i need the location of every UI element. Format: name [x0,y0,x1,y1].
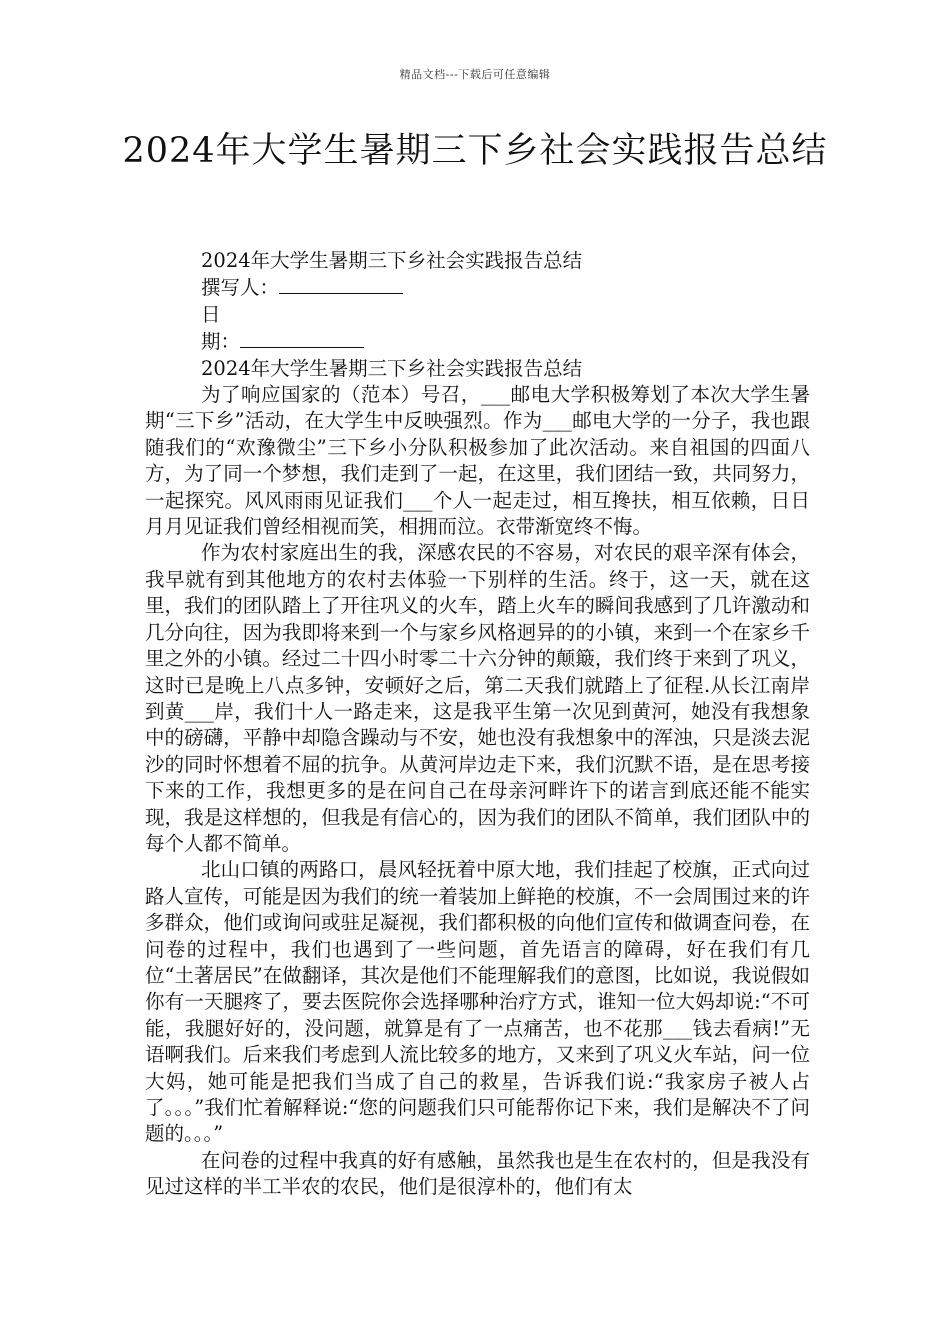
date-label: 期： [201,330,241,354]
author-line [145,274,810,301]
subtitle: 2024年大学生暑期三下乡社会实践报告总结 [201,249,583,272]
author-label: 撰写人： [201,276,280,300]
document-body [145,248,810,1201]
paragraph-2: 作为农村家庭出生的我，深感农民的不容易，对农民的艰辛深有体会，我早就有到其他地方的农村去体验一下别样的生活。终于，这一天，就在这里，我们的团队踏上了开往巩义的火车，踏上火车的瞬间我感到了几许激动和几分向往，因为我即将来到一个与家乡风格迥异的的小镇，来到一个在家乡千里之外的小镇。经过二十四小时零二十六分钟的颠簸，我们终于来到了巩义，这时已是晚上八点多钟，安顿好之后，第二天我们就踏上了征程.从长江南岸到黄___岸，我们十人一路走来，这是我平生第一次见到黄河，她没有我想象中的磅礴，平静中却隐含躁动与不安，她也没有我想象中的浑浊，只是淡去泥沙的同时怀想着不屈的抗争。从黄河岸边走下来，我们沉默不语，是在思考接下来的工作，我想更多的是在问自己在母亲河畔许下的诺言到底还能不能实现，我是这样想的，但我是有信心的，因为我们的团队不简单，我们团队中的每个人都不简单。 [145,541,810,855]
author-blank [279,274,403,294]
header-note: 精品文档---下载后可任意编辑 [399,68,551,81]
page-title: 2024年大学生暑期三下乡社会实践报告总结 [122,131,828,171]
date-blank [240,328,364,348]
section-heading: 2024年大学生暑期三下乡社会实践报告总结 [201,356,583,380]
date-line [145,328,810,355]
paragraph-1: 为了响应国家的（范本）号召，___邮电大学积极筹划了本次大学生暑期“三下乡”活动，在大学生中反映强烈。作为___邮电大学的一分子，我也跟随我们的“欢豫微尘”三下乡小分队积极参加了此次活动。来自祖国的四面八方，为了同一个梦想，我们走到了一起，在这里，我们团结一致，共同努力，一起探究。风风雨雨见证我们___个人一起走过，相互搀扶，相互依赖，日日月月见证我们曾经相视而笑，相拥而泣。衣带渐宽终不悔。 [145,383,810,539]
paragraph-4: 在问卷的过程中我真的好有感触，虽然我也是生在农村的，但是我没有见过这样的半工半农的农民，他们是很淳朴的，他们有太 [145,1148,810,1199]
date-label-line-1: 日 [201,302,221,326]
paragraph-3: 北山口镇的两路口，晨风轻抚着中原大地，我们挂起了校旗，正式向过路人宣传，可能是因为我们的统一着装加上鲜艳的校旗，不一会周围过来的许多群众，他们或询问或驻足凝视，我们都积极的向他们宣传和做调查问卷，在问卷的过程中，我们也遇到了一些问题，首先语言的障碍，好在我们有几位“土著居民”在做翻译，其次是他们不能理解我们的意图，比如说，我说假如你有一天腿疼了，要去医院你会选择哪种治疗方式，谁知一位大妈却说:“不可能，我腿好好的，没问题，就算是有了一点痛苦，也不花那___钱去看病!”无语啊我们。后来我们考虑到人流比较多的地方，又来到了巩义火车站，问一位大妈，她可能是把我们当成了自己的救星，告诉我们说:“我家房子被人占了。。。”我们忙着解释说:“您的问题我们只可能帮你记下来，我们是解决不了问题的。。。” [145,858,810,1146]
